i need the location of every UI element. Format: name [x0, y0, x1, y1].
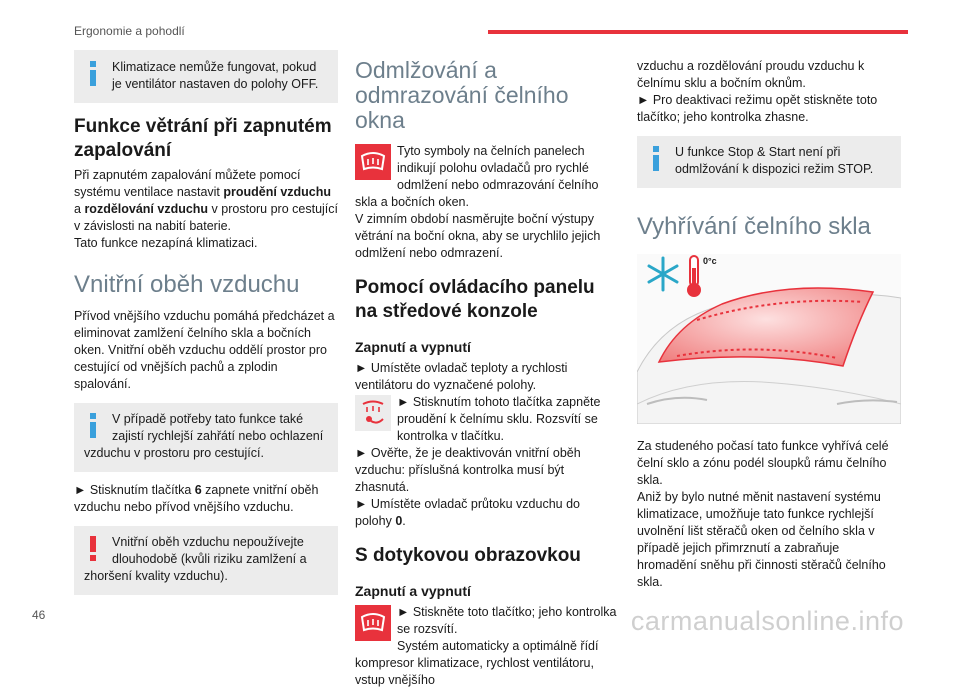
section-heading: S dotykovou obrazovkou: [355, 545, 581, 566]
section-heading: Pomocí ovládacího panelu na středové konzole: [355, 277, 595, 322]
info-text: U funkce Stop & Start není při odmlžování k dispozici režim STOP.: [675, 145, 874, 176]
info-icon: [647, 144, 673, 178]
info-text: Klimatizace nemůže fungovat, pokud je ventilátor nastaven do polohy OFF.: [112, 60, 319, 91]
paragraph: ► Pro deaktivaci režimu opět stiskněte toto tlačítko; jeho kontrolka zhasne.: [637, 93, 878, 124]
heated-windscreen-illustration: [637, 254, 901, 424]
warning-icon: [84, 534, 110, 568]
info-icon: [84, 411, 110, 445]
paragraph: ► Stisknutím tohoto tlačítka zapněte proudění k čelnímu sklu. Rozsvítí se kontrolka v tlačítku.: [397, 395, 601, 443]
paragraph: Tyto symboly na čelních panelech indikují polohu ovladačů pro rychlé odmlžení nebo odmrazování čelního skla a bočních oken.: [355, 144, 599, 209]
car-front-drawing: [637, 254, 901, 424]
paragraph: vzduchu a rozdělování proudu vzduchu k čelnímu sklu a bočním oknům.: [637, 59, 865, 90]
paragraph: Tato funkce nezapíná klimatizaci.: [74, 236, 258, 250]
paragraph: Systém automaticky a optimálně řídí kompresor klimatizace, rychlost ventilátoru, vstup vnějšího: [355, 639, 599, 687]
paragraph: ► Stisknutím tlačítka 6 zapnete vnitřní oběh vzduchu nebo přívod vnějšího vzduchu.: [74, 483, 319, 514]
temperature-label: 0°c: [703, 256, 717, 266]
header-accent-bar: [488, 30, 908, 34]
info-icon: [84, 59, 110, 93]
paragraph: Při zapnutém zapalování můžete pomocí systému ventilace nastavit proudění vzduchu a rozdělování vzduchu v prostoru pro cestující v závislosti na nabití baterie.: [74, 168, 338, 233]
subsection-heading: Zapnutí a vypnutí: [355, 339, 471, 355]
paragraph: V zimním období nasměrujte boční výstupy větrání na boční okna, aby se urychlilo jejich odmlžení nebo odmrazení.: [355, 212, 601, 260]
snowflake-icon: [649, 258, 677, 290]
paragraph: ► Umístěte ovladač průtoku vzduchu do polohy 0.: [355, 497, 580, 528]
column-left: [74, 50, 338, 595]
paragraph: ► Stiskněte toto tlačítko; jeho kontrolka se rozsvítí.: [397, 605, 617, 636]
windscreen-demist-icon: [355, 144, 391, 180]
paragraph: Za studeného počasí tato funkce vyhřívá celé čelní sklo a zónu podél sloupků rámu čelního skla.: [637, 439, 889, 487]
chapter-heading: Vyhřívání čelního skla: [637, 213, 871, 240]
windscreen-demist-icon: [355, 605, 391, 641]
info-box: [74, 403, 338, 472]
info-box: [74, 50, 338, 103]
subsection-heading: Zapnutí a vypnutí: [355, 583, 471, 599]
thermometer-icon: [687, 256, 701, 297]
column-middle: [355, 58, 619, 689]
info-box: [637, 136, 901, 188]
section-heading: Funkce větrání při zapnutém zapalování: [74, 116, 332, 161]
paragraph: Přívod vnějšího vzduchu pomáhá předcházet a eliminovat zamlžení čelního skla a bočních oken. Vnitřní oběh vzduchu oddělí prostor pro cestující od vnějších pachů a zplodin spalování.: [74, 309, 335, 391]
watermark: carmanualsonline.info: [630, 606, 904, 636]
column-right: [637, 58, 901, 591]
paragraph: ► Ověřte, že je deaktivován vnitřní oběh vzduchu: příslušná kontrolka musí být zhasnutá.: [355, 446, 581, 494]
paragraph: Aniž by bylo nutné měnit nastavení systému klimatizace, umožňuje tato funkce rychlejší uvolnění lišt stěračů oken od čelního skla v případě jejich přimrznutí a zabraňuje hromadění sněhu při činnosti stěračů čelního skla.: [637, 490, 886, 589]
page-number: 46: [32, 608, 46, 622]
running-header: Ergonomie a pohodlí: [74, 24, 185, 38]
warning-text: Vnitřní oběh vzduchu nepoužívejte dlouhodobě (kvůli riziku zamlžení a zhoršení kvality vzduchu).: [84, 535, 307, 583]
paragraph: ► Umístěte ovladač teploty a rychlosti ventilátoru do vyznačené polohy.: [355, 361, 568, 392]
chapter-heading: Vnitřní oběh vzduchu: [74, 271, 300, 298]
warning-box: [74, 526, 338, 595]
chapter-heading: Odmlžování a odmrazování čelního okna: [355, 57, 569, 133]
info-text: V případě potřeby tato funkce také zajistí rychlejší zahřátí nebo ochlazení vzduchu v prostoru pro cestující.: [84, 412, 324, 460]
airflow-windscreen-icon: [355, 395, 391, 431]
